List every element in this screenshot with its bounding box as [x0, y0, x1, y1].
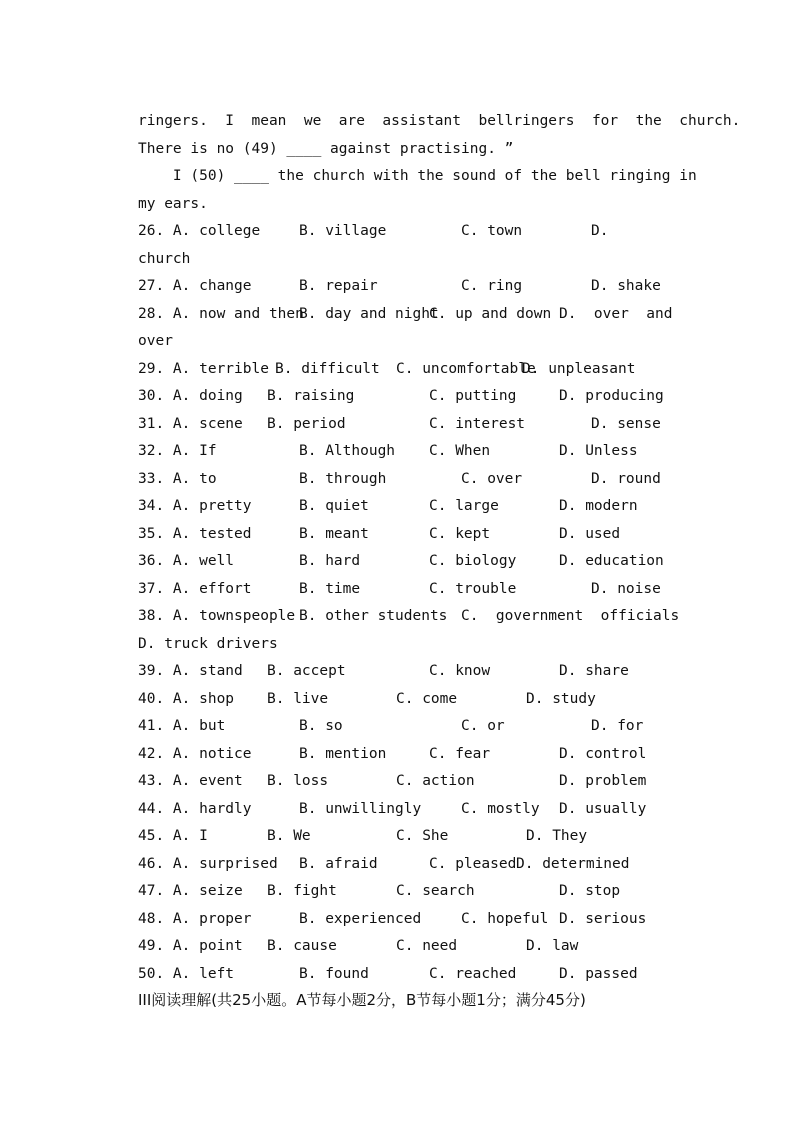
- option-b: B. afraid: [299, 856, 378, 872]
- option-a: 50. A. left: [138, 966, 235, 982]
- option-a: 41. A. but: [138, 718, 226, 734]
- passage-line: I (50) ____ the church with the sound of the bell ringing in: [138, 168, 697, 184]
- question-44: [138, 799, 647, 819]
- option-a: 36. A. well: [138, 553, 235, 569]
- option-d: D. problem: [559, 773, 647, 789]
- question-38-wrap: D. truck drivers: [138, 636, 278, 652]
- option-a: 34. A. pretty: [138, 498, 252, 514]
- option-b: B. difficult: [275, 361, 380, 377]
- option-a: 38. A. townspeople: [138, 608, 296, 624]
- question-33: [138, 469, 661, 489]
- option-a: 39. A. stand: [138, 663, 243, 679]
- option-c: C. uncomfortable: [396, 361, 536, 377]
- option-b: B. We: [267, 828, 311, 844]
- option-b: B. hard: [299, 553, 361, 569]
- option-a: 44. A. hardly: [138, 801, 252, 817]
- option-c: C. reached: [429, 966, 517, 982]
- option-a: 31. A. scene: [138, 416, 243, 432]
- option-d: D. over and: [559, 306, 673, 322]
- option-c: C. putting: [429, 388, 517, 404]
- option-b: B. through: [299, 471, 387, 487]
- question-49: [138, 936, 579, 956]
- option-c: C. mostly: [461, 801, 540, 817]
- option-a: 40. A. shop: [138, 691, 235, 707]
- option-c: C. ring: [461, 278, 523, 294]
- option-d: D. law: [526, 938, 579, 954]
- option-b: B. mention: [299, 746, 387, 762]
- option-d: D. stop: [559, 883, 621, 899]
- question-34: [138, 496, 638, 516]
- question-36: [138, 551, 664, 571]
- question-46: [138, 854, 630, 874]
- option-c: C. up and down: [429, 306, 552, 322]
- option-c: C. over: [461, 471, 523, 487]
- question-41: [138, 716, 644, 736]
- option-a: 42. A. notice: [138, 746, 252, 762]
- option-a: 35. A. tested: [138, 526, 252, 542]
- option-b: B. cause: [267, 938, 337, 954]
- option-b: B. time: [299, 581, 361, 597]
- option-a: 47. A. seize: [138, 883, 243, 899]
- option-d: D.: [591, 223, 609, 239]
- question-30: [138, 386, 664, 406]
- option-d: D. serious: [559, 911, 647, 927]
- option-c: C. government officials: [461, 608, 680, 624]
- option-a: 43. A. event: [138, 773, 243, 789]
- option-c: C. or: [461, 718, 505, 734]
- option-c: C. fear: [429, 746, 491, 762]
- option-c: C. When: [429, 443, 491, 459]
- option-b: B. loss: [267, 773, 329, 789]
- question-50: [138, 964, 638, 984]
- option-b: B. period: [267, 416, 346, 432]
- question-47: [138, 881, 621, 901]
- option-c: C. kept: [429, 526, 491, 542]
- option-c: C. need: [396, 938, 458, 954]
- option-d: D. control: [559, 746, 647, 762]
- question-28: [138, 304, 673, 324]
- option-a: 48. A. proper: [138, 911, 252, 927]
- option-a: 33. A. to: [138, 471, 217, 487]
- option-b: B. village: [299, 223, 387, 239]
- section-heading: III阅读理解(共25小题。A节每小题2分，B节每小题1分；满分45分): [138, 991, 586, 1009]
- option-c: C. She: [396, 828, 449, 844]
- question-43: [138, 771, 647, 791]
- option-d: D. round: [591, 471, 661, 487]
- option-b: B. accept: [267, 663, 346, 679]
- option-b: B. found: [299, 966, 369, 982]
- question-32: [138, 441, 638, 461]
- question-29: [138, 359, 636, 379]
- question-27: [138, 276, 661, 296]
- question-31: [138, 414, 661, 434]
- option-b: B. Although: [299, 443, 396, 459]
- option-d: D. producing: [559, 388, 664, 404]
- option-d: D. shake: [591, 278, 661, 294]
- option-a: 26. A. college: [138, 223, 261, 239]
- question-45: [138, 826, 588, 846]
- option-c: C. trouble: [429, 581, 517, 597]
- option-a: 49. A. point: [138, 938, 243, 954]
- option-b: B. so: [299, 718, 343, 734]
- option-b: B. unwillingly: [299, 801, 422, 817]
- option-a: 27. A. change: [138, 278, 252, 294]
- option-d: D. for: [591, 718, 644, 734]
- option-c: C. know: [429, 663, 491, 679]
- option-d: D. modern: [559, 498, 638, 514]
- option-d: D. study: [526, 691, 596, 707]
- passage-line: There is no (49) ____ against practising. ”: [138, 141, 514, 157]
- option-b: B. quiet: [299, 498, 369, 514]
- option-a: 37. A. effort: [138, 581, 252, 597]
- option-b: B. live: [267, 691, 329, 707]
- question-40: [138, 689, 596, 709]
- question-35: [138, 524, 621, 544]
- option-b: B. day and night: [299, 306, 439, 322]
- option-b: B. raising: [267, 388, 355, 404]
- option-d: D. share: [559, 663, 629, 679]
- option-c: C. action: [396, 773, 475, 789]
- option-b: B. repair: [299, 278, 378, 294]
- option-a: 28. A. now and then: [138, 306, 304, 322]
- option-d: D. sense: [591, 416, 661, 432]
- option-d: D. unpleasant: [522, 361, 636, 377]
- option-c: C. large: [429, 498, 499, 514]
- option-a: 32. A. If: [138, 443, 217, 459]
- option-a: 29. A. terrible: [138, 361, 269, 377]
- option-d: D. determined: [516, 856, 630, 872]
- question-26-wrap: church: [138, 251, 191, 267]
- question-28-wrap: over: [138, 333, 173, 349]
- option-d: D. noise: [591, 581, 661, 597]
- option-d: D. They: [526, 828, 588, 844]
- option-b: B. other students: [299, 608, 448, 624]
- passage-line: my ears.: [138, 196, 208, 212]
- option-d: D. education: [559, 553, 664, 569]
- passage-line: ringers. I mean we are assistant bellringers for the church.: [138, 113, 741, 129]
- option-d: D. Unless: [559, 443, 638, 459]
- question-39: [138, 661, 629, 681]
- question-42: [138, 744, 647, 764]
- option-a: 46. A. surprised: [138, 856, 278, 872]
- option-c: C. hopeful: [461, 911, 549, 927]
- option-b: B. meant: [299, 526, 369, 542]
- question-48: [138, 909, 647, 929]
- option-d: D. passed: [559, 966, 638, 982]
- option-c: C. town: [461, 223, 523, 239]
- option-d: D. usually: [559, 801, 647, 817]
- option-c: C. come: [396, 691, 458, 707]
- option-c: C. pleased: [429, 856, 517, 872]
- option-b: B. fight: [267, 883, 337, 899]
- option-c: C. biology: [429, 553, 517, 569]
- question-38: [138, 606, 680, 626]
- option-c: C. interest: [429, 416, 526, 432]
- option-b: B. experienced: [299, 911, 422, 927]
- option-a: 45. A. I: [138, 828, 208, 844]
- option-a: 30. A. doing: [138, 388, 243, 404]
- question-26: [138, 221, 609, 241]
- question-37: [138, 579, 661, 599]
- option-c: C. search: [396, 883, 475, 899]
- option-d: D. used: [559, 526, 621, 542]
